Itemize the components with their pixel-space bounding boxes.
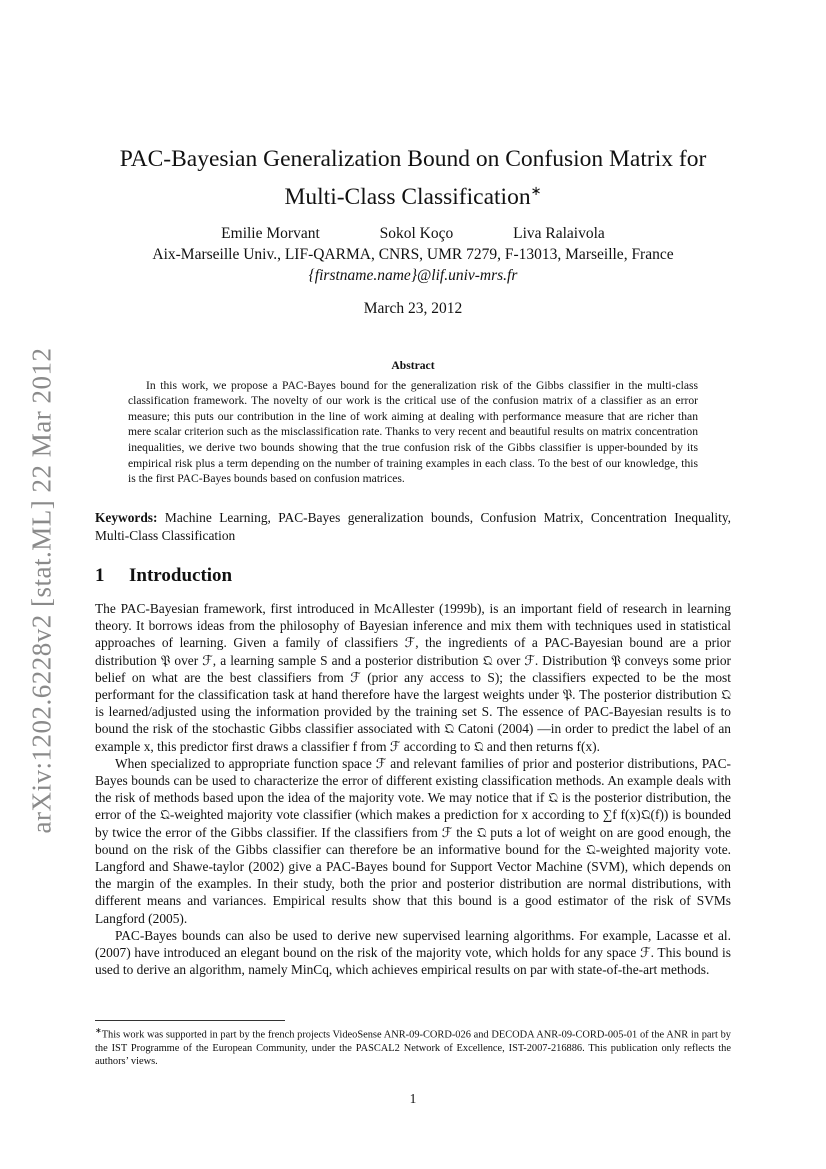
paragraph: When specialized to appropriate function space ℱ and relevant families of prior and posterior distributions, PAC-Bayes bounds can be used to characterize the error of different existing classification methods. An example deals with the risk of methods based upon the idea of the majority vote. We may notice that if 𝔔 is the posterior distribution, the error of the 𝔔-weighted majority vote classifier (which makes a prediction for x according to ∑f f(x)𝔔(f)) is bounded by twice the error of the Gibbs classifier. If the classifiers from ℱ the 𝔔 puts a lot of weight on are good enough, the bound on the risk of the Gibbs classifier can therefore be an informative bound for the 𝔔-weighted majority vote. Langford and Shawe-taylor (2002) give a PAC-Bayes bound for Support Vector Machine (SVM), which depends on the margin of the examples. In their study, both the prior and posterior distribution are normal distributions, with different means and variances. Empirical results show that this bound is a good estimator of the risk of SVMs Langford (2005). [95,755,731,926]
arxiv-sidebar-stamp [12,330,72,850]
author-block [95,223,731,319]
author-name: Liva Ralaivola [513,225,605,242]
abstract-text: In this work, we propose a PAC-Bayes bound for the generalization risk of the Gibbs classifier in the multi-class classification framework. The novelty of our work is the critical use of the confusion matrix of a classifier as an error measure; this puts our contribution in the line of work aiming at dealing with performance measure that are richer than mere scalar criterion such as the misclassification rate. Thanks to very recent and beautiful results on matrix concentration inequalities, we derive two bounds showing that the true confusion risk of the Gibbs classifier is upper-bounded by its empirical risk plus a term depending on the number of training examples in each class. To the best of our knowledge, this is the first PAC-Bayes bounds based on confusion matrices. [128,378,698,486]
author-name: Sokol Koço [379,225,454,242]
keywords [95,509,731,545]
section-title: Introduction [129,565,233,586]
abstract-heading: Abstract [391,359,435,372]
footnote-marker: ∗ [95,1026,102,1035]
keywords-label: Keywords: [95,510,158,525]
title-footnote-marker: ∗ [530,183,542,198]
affiliation: Aix-Marseille Univ., LIF-QARMA, CNRS, UMR 7279, F-13013, Marseille, France [152,246,674,263]
section-heading [95,565,731,587]
paper-title-text: PAC-Bayesian Generalization Bound on Confusion Matrix for Multi-Class Classification [119,146,707,210]
page-number: 1 [409,1091,417,1106]
footnote-rule [95,1020,285,1021]
section-body [95,600,731,978]
footnote-text: This work was supported in part by the french projects VideoSense ANR-09-CORD-026 and DECODA ANR-09-CORD-005-01 of the ANR in part by the IST Programme of the European Community, under the PASCAL2 Network of Excellence, IST-2007-216886. This publication only reflects the authors’ views. [95,1029,731,1068]
abstract [128,358,698,487]
section-number: 1 [95,565,105,586]
paper-title [95,144,731,213]
email-address: {firstname.name}@lif.univ-mrs.fr [308,267,518,284]
author-names [95,223,731,244]
keywords-text: Machine Learning, PAC-Bayes generalization bounds, Confusion Matrix, Concentration Inequality, Multi-Class Classification [95,510,731,543]
paragraph: PAC-Bayes bounds can also be used to derive new supervised learning algorithms. For example, Lacasse et al. (2007) have introduced an elegant bound on the risk of the majority vote, which holds for any space ℱ. This bound is used to derive an algorithm, namely MinCq, which achieves empirical results on par with state-of-the-art methods. [95,927,731,978]
author-name: Emilie Morvant [221,225,320,242]
footnote [95,1024,731,1069]
arxiv-identifier: arXiv:1202.6228v2 [stat.ML] 22 Mar 2012 [26,347,57,833]
paragraph: The PAC-Bayesian framework, first introduced in McAllester (1999b), is an important field of research in learning theory. It borrows ideas from the philosophy of Bayesian inference and mix them with techniques used in statistical approaches of learning. Given a family of classifiers ℱ, the ingredients of a PAC-Bayesian bound are a prior distribution 𝔓 over ℱ, a learning sample S and a posterior distribution 𝔔 over ℱ. Distribution 𝔓 conveys some prior belief on what are the best classifiers from ℱ (prior any access to S); the classifiers expected to be the most performant for the classification task at hand therefore have the largest weights under 𝔓. The posterior distribution 𝔔 is learned/adjusted using the information provided by the training set S. The essence of PAC-Bayesian results is to bound the risk of the stochastic Gibbs classifier associated with 𝔔 Catoni (2004) —in order to predict the label of an example x, this predictor first draws a classifier f from ℱ according to 𝔔 and then returns f(x). [95,601,731,754]
publication-date: March 23, 2012 [363,300,463,317]
